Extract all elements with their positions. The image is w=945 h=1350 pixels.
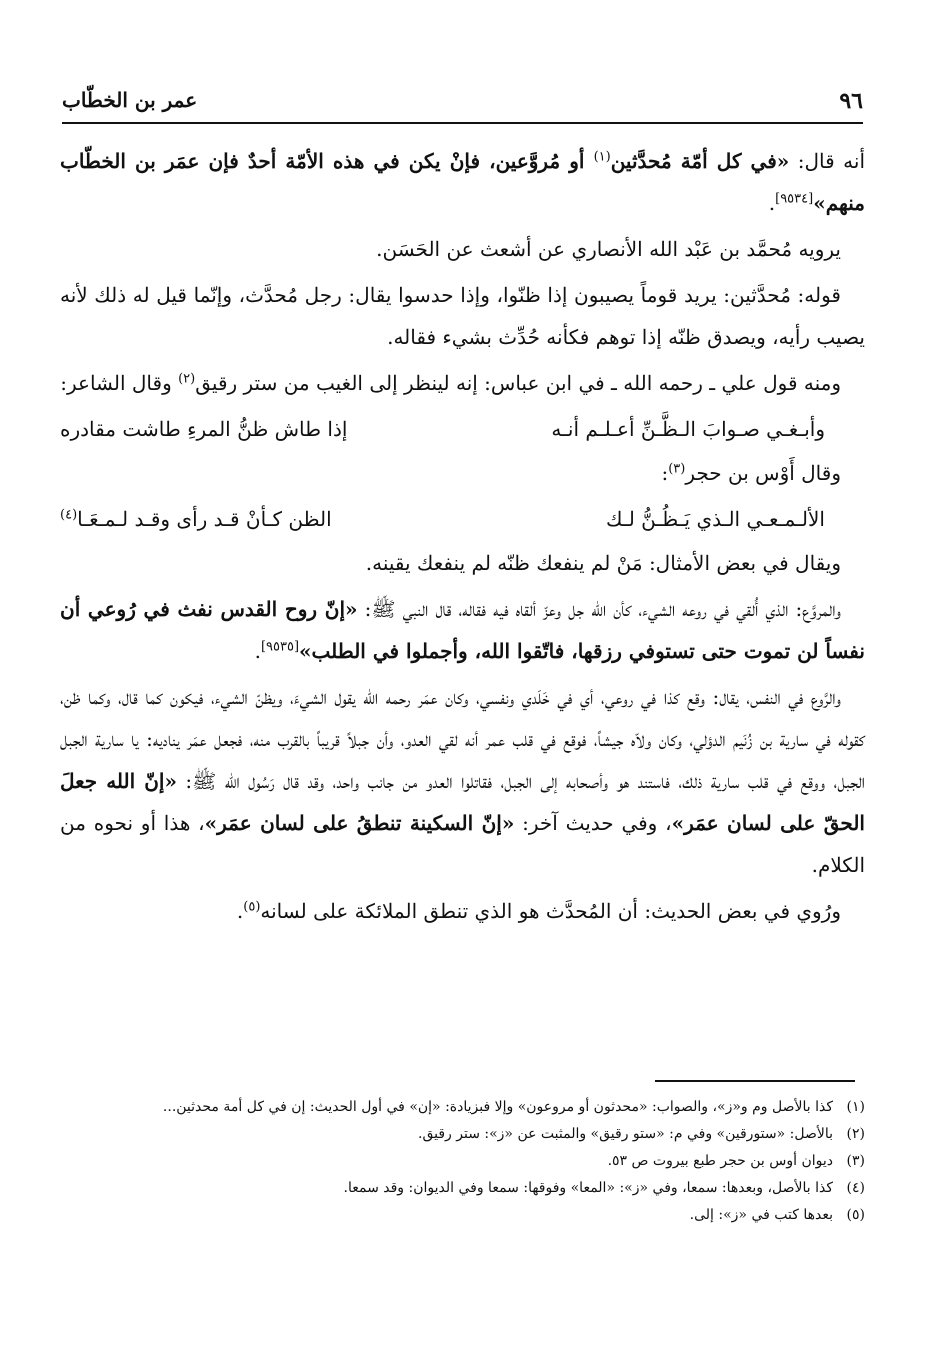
paragraph-4 [60,362,865,404]
footnote-number: (٥) [846,1207,865,1223]
paragraph-5: ويقال في بعض الأمثال: مَنْ لم ينفعك ظنّه لم ينفعك يقينه. [365,551,841,575]
page-header [62,88,863,124]
p6-hadith: «إنّ روح القدس نفث في رُوعي أن نفساً لن تموت حتى تستوفي رزقها، فاتّقوا الله، وأجملوا في الطلب» [60,597,865,663]
verse-1 [60,408,865,450]
footnote-text: ديوان أوس بن حجر طبع بيروت ص ٥٣. [607,1153,833,1169]
paragraph-7 [60,676,865,886]
footnote-text: بالأصل: «ستورقين» وفي م: «ستو رقيق» والمثبت عن «ز»: ستر رقيق. [418,1126,833,1142]
p4-text-b: وقال الشاعر: [60,371,179,395]
verse-1-second-hemistich: إذا طاش ظنُّ المرءِ طاشت مقادره [60,417,348,441]
verse-2-label [60,452,865,494]
footnote-number: (١) [846,1099,865,1115]
verse-2-first-hemistich: الألـمـعـي الـذي يَـظُـنُّ لـك [606,507,825,531]
p1-ref-number: [٩٥٣٤] [775,191,814,207]
p6-ref-number: [٩٥٣٥] [260,639,300,655]
p4-footnote-marker: (٢) [178,371,196,387]
paragraph-8 [60,890,865,932]
p1-hadith-a: «في كل أمّة مُحدَّثين [610,149,790,173]
p1-end: . [768,191,776,215]
page-number: ٩٦ [839,88,863,114]
footnote-number: (٤) [846,1180,865,1196]
verse-2-second-hemistich: الظن كـأنْ قـد رأى وقـد لـمـعَـا [77,507,332,531]
running-title: عمر بن الخطّاب [62,88,198,112]
paragraph-1 [60,140,865,224]
footnote-text: كذا بالأصل، وبعدها: سمعا، وفي «ز»: «المعا» وفوقها: سمعا وفي الديوان: وقد سمعا. [343,1180,833,1196]
p7-hadith-2: «إنّ السكينة تنطقُ على لسان عمَر» [204,811,515,835]
p7-text-b: ، وفي حديث آخر: [514,811,672,835]
p1-hadith-b: أو مُروَّعين، فإنْ يكن في هذه الأمّة أحدٌ فإن عمَر بن الخطّاب منهم» [60,149,865,215]
footnote-5 [60,1202,865,1229]
paragraph-2: يرويه مُحمَّد بن عَبْد الله الأنصاري عن أشعث عن الحَسَن. [376,237,841,261]
p8-end: . [236,899,244,923]
verse-2 [60,498,865,540]
p4-text-a: ومنه قول علي ـ رحمه الله ـ في ابن عباس: إنه لينظر إلى الغيب من ستر رقيق [195,371,841,395]
verse-1-first-hemistich: وأبـغـي صـوابَ الـظَّـنِّ أعـلـم أنـه [551,417,825,441]
p1-footnote-marker: (١) [593,149,611,165]
main-text [60,140,865,936]
p7-text-c: ، هذا أو نحوه من الكلام. [60,811,865,877]
footnote-separator [655,1080,855,1082]
p7-text-a: والرَّوع في النفس، يقال: وقع كذا في روعي، أي في خَلَدي ونفسي، وكان عمَر رحمه الله يقول الشيءَ، ويظنّ الشيء، فيكون كما قال، وكما ظن، كقوله في سارية بن زُنَيم الدؤلي، وكان ولاّه جيشاً، فوقع في قلب عمر أنه لقي العدو، وأن جبلاً قريباً بالقرب منه، فجعل عمَر يناديه: يا سارية الجبل الجبل، ووقع في قلب سارية ذلك، فاستند هو وأصحابه إلى الجبل، فقاتلوا العدو من جانب واحد، وقد قال رَسُول الله ﷺ: [60,685,865,793]
footnote-number: (٣) [846,1153,865,1169]
p8-text: ورُوي في بعض الحديث: أن المُحدَّث هو الذي تنطق الملائكة على لسانه [260,899,841,923]
footnotes [60,1094,865,1229]
verse-2-label-footnote-marker: (٣) [668,461,686,477]
p8-footnote-marker: (٥) [243,899,261,915]
footnote-number: (٢) [846,1126,865,1142]
paragraph-3: قوله: مُحدَّثين: يريد قوماً يصيبون إذا ظنّوا، وإذا حدسوا يقال: رجل مُحدَّث، وإنّما قيل له ذلك لأنه يصيب رأيه، ويصدق ظنّه إذا توهم فكأنه حُدِّث بشيء فقاله. [60,283,865,349]
p7-hadith-1: «إنّ الله جعلَ الحقّ على لسان عمَر» [60,769,865,835]
p1-intro: أنه قال: [789,149,866,173]
verse-2-second-hemistich-wrap [60,498,332,540]
footnote-2 [60,1121,865,1148]
p6-end: . [254,639,261,663]
verse-2-label-text: وقال أَوْس بن حجر [685,461,841,485]
footnote-text: بعدها كتب في «ز»: إلى. [689,1207,833,1223]
footnote-1 [60,1094,865,1121]
footnote-3 [60,1148,865,1175]
p6-text: والمروَّع: الذي أُلقي في روعه الشيء، كأن الله جل وعزّ ألقاه فيه فقاله، قال النبي ﷺ: [357,597,841,621]
verse-2-label-end: : [661,461,669,485]
footnote-4 [60,1175,865,1202]
verse-2-footnote-marker: (٤) [60,507,78,523]
paragraph-6 [60,588,865,672]
footnote-text: كذا بالأصل وم و«ز»، والصواب: «محدثون أو مروعون» وإلا فبزيادة: «إن» في أول الحديث: إن في كل أمة محدثين... [162,1099,833,1115]
